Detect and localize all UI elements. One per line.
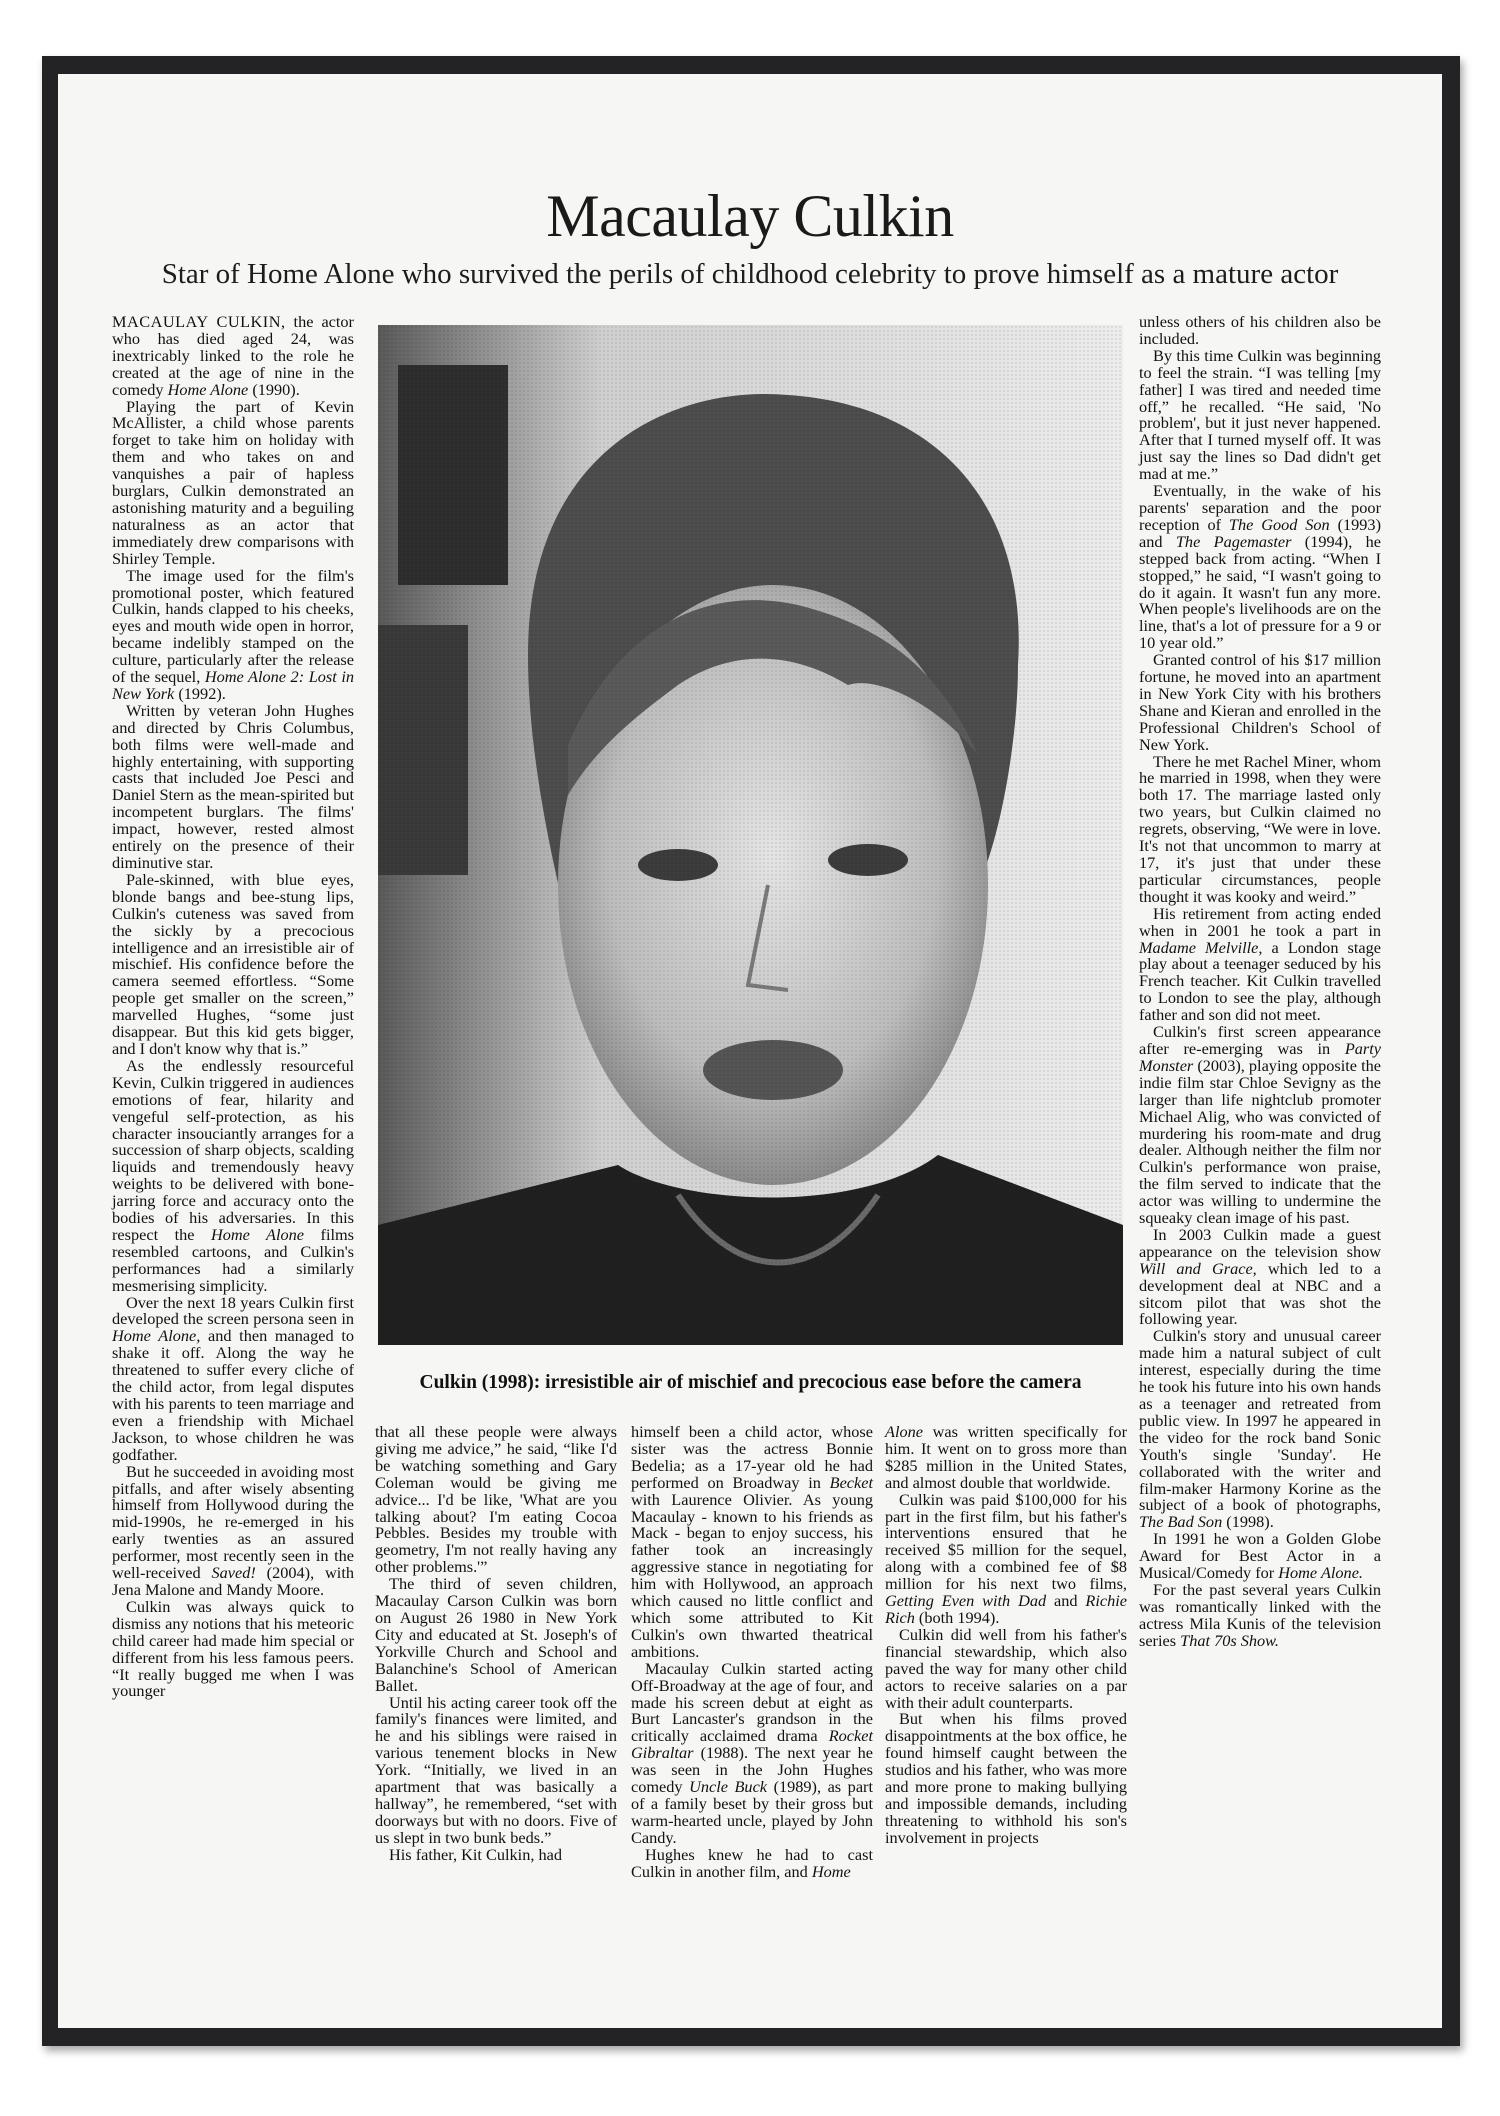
- article-column-5: [1139, 314, 1381, 1650]
- paragraph: In 1991 he won a Golden Globe Award for Best Actor in a Musical/Comedy for Home Alone.: [1139, 1529, 1381, 1583]
- paragraph: himself been a child actor, whose sister was the actress Bonnie Bedelia; as a 17-year old he had performed on Broadway in Becket with Laurence Olivier. As young Macaulay - known to his friends as Mack - began to enjoy success, his father took an increasingly aggressive stance in negotiating for him with Hollywood, an approach which caused no little conflict and which some attributed to Kit Culkin's own thwarted theatrical ambitions.: [631, 1422, 873, 1661]
- paragraph: Culkin's first screen appearance after re-emerging was in Party Monster (2003), playing opposite the indie film star Chloe Sevigny as the larger than life nightclub promoter Michael Alig, who was convicted of murdering his room-mate and drug dealer. Although neither the film nor Culkin's performance won praise, the film served to indicate that the actor was willing to undermine the squeaky clean image of his past.: [1139, 1022, 1381, 1228]
- paragraph: unless others of his children also be included.: [1139, 312, 1381, 348]
- photo-caption: Culkin (1998): irresistible air of mischief and precocious ease before the camera: [419, 1372, 1082, 1393]
- paragraph: His retirement from acting ended when in 2001 he took a part in Madame Melville, a London stage play about a teenager seduced by his French teacher. Kit Culkin travelled to London to see the play, although father and son did not meet.: [1139, 903, 1381, 1025]
- article-subtitle: Star of Home Alone who survived the perils of childhood celebrity to prove himself as a mature actor: [161, 258, 1339, 290]
- lead-name: MACAULAY CULKIN,: [112, 312, 286, 331]
- newspaper-page: [58, 74, 1442, 2028]
- paragraph: Written by veteran John Hughes and directed by Chris Columbus, both films were well-made and highly entertaining, with supporting casts that included Joe Pesci and Daniel Stern as the mean-spirited but incompetent burglars. The films' impact, however, rested almost entirely on the presence of their diminutive star.: [112, 700, 354, 872]
- paragraph: MACAULAY CULKIN, the actor who has died aged 24, was inextricably linked to the role he created at the age of nine in the comedy Home Alone (1990).: [112, 312, 354, 399]
- article-column-4: [885, 1424, 1127, 1847]
- article-column-2: [375, 1424, 617, 1864]
- paragraph: that all these people were always giving me advice,” he said, “like I'd be watching something and Gary Coleman would be giving me advice... I'd be like, 'What are you talking about? I'm eating Cocoa Pebbles. Besides my trouble with geometry, I'm not really having any other problems.'”: [375, 1422, 617, 1577]
- paragraph: Playing the part of Kevin McAllister, a child whose parents forget to take him on holiday with them and who takes on and vanquishes a pair of hapless burglars, Culkin demonstrated an astonishing maturity and a beguiling naturalness as an actor that immediately drew comparisons with Shirley Temple.: [112, 396, 354, 568]
- paragraph: Alone was written specifically for him. It went on to gross more than $285 million in the United States, and almost double that worldwide.: [885, 1422, 1127, 1492]
- paragraph: Eventually, in the wake of his parents' separation and the poor reception of The Good Son (1993) and The Pagemaster (1994), he stepped back from acting. “When I stopped,” he said, “I wasn't going to do it again. It wasn't fun any more. When people's livelihoods are on the line, that's a lot of pressure for a 9 or 10 year old.”: [1139, 481, 1382, 653]
- paragraph: Hughes knew he had to cast Culkin in another film, and Home: [631, 1844, 873, 1881]
- paragraph: In 2003 Culkin made a guest appearance on the television show Will and Grace, which led to a development deal at NBC and a sitcom pilot that was shot the following year.: [1139, 1224, 1381, 1329]
- portrait-image: [378, 325, 1123, 1345]
- paragraph: The image used for the film's promotional poster, which featured Culkin, hands clapped to his cheeks, eyes and mouth wide open in horror, became indelibly stamped on the culture, particularly after the release of the sequel, Home Alone 2: Lost in New York (1992).: [112, 565, 354, 703]
- paragraph: There he met Rachel Miner, whom he married in 1998, when they were both 17. The marriage lasted only two years, but Culkin claimed no regrets, observing, “We were in love. It's not that uncommon to marry at 17, it's just that under these particular circumstances, people thought it was kooky and weird.”: [1139, 751, 1381, 906]
- paragraph: As the endlessly resourceful Kevin, Culkin triggered in audiences emotions of fear, hilarity and vengeful self-protection, as his character insouciantly arranges for a succession of sharp objects, scalding liquids and tremendously heavy weights to be delivered with bone-jarring force and accuracy onto the bodies of his adversaries. In this respect the Home Alone films resembled cartoons, and Culkin's performances had a similarly mesmerising simplicity.: [112, 1055, 354, 1295]
- article-column-1: [112, 314, 354, 1700]
- paragraph: Pale-skinned, with blue eyes, blonde bangs and bee-stung lips, Culkin's cuteness was saved from the sickly by a precocious intelligence and an irresistible air of mischief. His confidence before the camera seemed effortless. “Some people get smaller on the screen,” marvelled Hughes, “some just disappear. But this kid gets bigger, and I don't know why that is.”: [112, 869, 354, 1058]
- article-column-3: [631, 1424, 873, 1880]
- article-title: Macaulay Culkin: [546, 183, 954, 249]
- paragraph: Granted control of his $17 million fortune, he moved into an apartment in New York City with his brothers Shane and Kieran and enrolled in the Professional Children's School of New York.: [1139, 650, 1381, 754]
- paragraph: Culkin was always quick to dismiss any notions that his meteoric child career had made him special or different from his less famous peers. “It really bugged me when I was younger: [112, 1596, 354, 1701]
- paragraph: Until his acting career took off the family's finances were limited, and he and his siblings were raised in various tenement blocks in New York. “Initially, we lived in an apartment that was basically a hallway”, he remembered, “set with doorways but with no doors. Five of us slept in two bunk beds.”: [375, 1692, 617, 1847]
- paragraph: The third of seven children, Macaulay Carson Culkin was born on August 26 1980 in New York City and educated at St. Joseph's of Yorkville Church and School and Balanchine's School of American Ballet.: [375, 1574, 617, 1695]
- paragraph: Culkin was paid $100,000 for his part in the first film, but his father's interventions ensured that he received $5 million for the sequel, along with a combined fee of $8 million for his next two films, Getting Even with Dad and Richie Rich (both 1994).: [885, 1489, 1127, 1627]
- paragraph: His father, Kit Culkin, had: [389, 1844, 562, 1864]
- paragraph: For the past several years Culkin was romantically linked with the actress Mila Kunis of the television series That 70s Show.: [1139, 1579, 1381, 1650]
- paragraph: Culkin's story and unusual career made him a natural subject of cult interest, especially during the time he took his future into his own hands as a teenager and retreated from public view. In 1997 he appeared in the video for the rock band Sonic Youth's single 'Sunday'. He collaborated with the writer and film-maker Harmony Korine as the subject of a book of photographs, The Bad Son (1998).: [1139, 1326, 1381, 1532]
- paragraph: Macaulay Culkin started acting Off-Broadway at the age of four, and made his screen debut at eight as Burt Lancaster's grandson in the critically acclaimed drama Rocket Gibraltar (1988). The next year he was seen in the John Hughes comedy Uncle Buck (1989), as part of a family beset by their gross but warm-hearted uncle, played by John Candy.: [631, 1658, 873, 1847]
- paragraph: But when his films proved disappointments at the box office, he found himself caught between the studios and his father, who was more and more prone to making bullying and impossible demands, including threatening to withhold his son's involvement in projects: [885, 1709, 1127, 1847]
- paragraph: Culkin did well from his father's financial stewardship, which also paved the way for many other child actors to receive salaries on a par with their adult counterparts.: [885, 1624, 1127, 1712]
- paragraph: Over the next 18 years Culkin first developed the screen persona seen in Home Alone, and then managed to shake it off. Along the way he threatened to suffer every cliche of the child actor, from legal disputes with his parents to teen marriage and even a friendship with Michael Jackson, to whose children he was godfather.: [112, 1292, 354, 1464]
- paragraph: But he succeeded in avoiding most pitfalls, and after wisely absenting himself from Hollywood during the mid-1990s, he re-emerged in his early twenties as an assured performer, most recently seen in the well-received Saved! (2004), with Jena Malone and Mandy Moore.: [112, 1461, 354, 1599]
- portrait-photo: [378, 325, 1123, 1345]
- paragraph: By this time Culkin was beginning to feel the strain. “I was telling [my father] I was tired and needed time off,” he recalled. “He said, 'No problem', but it just never happened. After that I turned myself off. It was just say the lines so Dad didn't get mad at me.”: [1139, 345, 1381, 484]
